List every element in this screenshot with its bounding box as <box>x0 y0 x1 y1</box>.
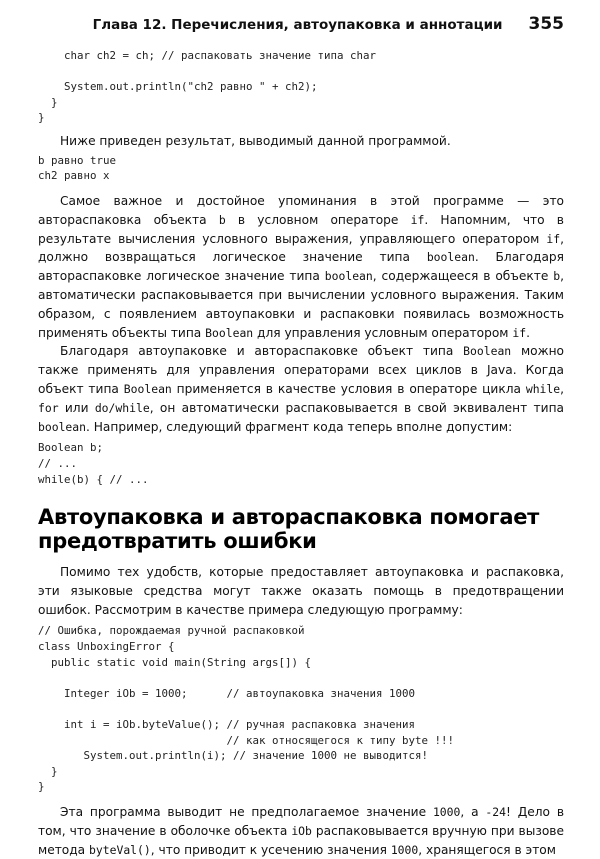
inline-code: boolean <box>38 419 87 434</box>
inline-code: 1000 <box>432 805 461 820</box>
inline-code: while <box>525 381 561 396</box>
paragraph-program-explanation: Эта программа выводит не предполагаемое значение 1000, а -24! Дело в том, что значение в оболочке объекта iOb распаковывается вручную при вызове метода byteVal(), что приводит к усечению значения 1000, хранящегося в этом <box>38 805 564 857</box>
code-listing-end-of-program: char ch2 = ch; // распаковать значение типа char System.out.println("ch2 равно " + ch2); } } <box>38 49 377 125</box>
inline-code: Boolean <box>205 325 254 340</box>
inline-code: do/while <box>94 400 150 415</box>
code-listing-boolean-loop: Boolean b; // ... while(b) { // ... <box>38 441 149 486</box>
inline-code: boolean <box>324 269 373 284</box>
inline-code: Boolean <box>123 381 172 396</box>
section-heading: Автоупаковка и автораспаковка помогает предотвратить ошибки <box>38 505 540 554</box>
paragraph-output-intro: Ниже приведен результат, выводимый данной программой. <box>60 133 451 148</box>
inline-code: iOb <box>291 823 312 838</box>
inline-code: boolean <box>426 250 475 265</box>
code-listing-unboxing-error: // Ошибка, порождаемая ручной распаковкой class UnboxingError { public static void main(String args[]) { Integer iOb = 1000; // автоупаковка значения 1000 int i = iOb.byteValue(); // ручная распаковка значения // как относящегося к типу byte !!! System.out.println(i); // значение 1000 не выводится! } } <box>38 624 455 794</box>
page-content <box>38 46 564 859</box>
inline-code: 1000 <box>390 842 419 857</box>
inline-code: b <box>553 269 561 284</box>
paragraph-autounboxing-if: Самое важное и достойное упоминания в этой программе — это автораспаковка объекта b в условном операторе if. Напомним, что в результате вычисления условного выражения, управляющего оператором if, должно возвращаться логическое значение типа boolean. Благодаря автораспаковке логическое значение типа boolean, содержащееся в объекте b, автоматически распаковывается при вычислении условного выражения. Таким образом, с появлением автоупаковки и распаковки появилась возможность применять объекты типа Boolean для управления условным оператором if. <box>38 193 564 340</box>
paragraph-autounboxing-loops: Благодаря автоупаковке и автораспаковке объект типа Boolean можно также применять для управления операторами всех циклов в Java. Когда объект типа Boolean применяется в качестве условия в операторе цикла while, for или do/while, он автоматически распаковывается в свой эквивалент типа boolean. Например, следующий фрагмент кода теперь вполне допустим: <box>38 344 565 434</box>
inline-code: if <box>546 231 561 246</box>
inline-code: for <box>38 400 59 415</box>
inline-code: b <box>218 212 226 227</box>
inline-code: if <box>512 325 527 340</box>
inline-code: -24 <box>485 805 506 820</box>
page-number: 355 <box>528 14 564 34</box>
inline-code: byteVal() <box>89 842 151 857</box>
inline-code: if <box>410 212 425 227</box>
chapter-title: Глава 12. Перечисления, автоупаковка и аннотации <box>92 17 503 33</box>
paragraph-error-prevention: Помимо тех удобств, которые предоставляет автоупаковка и распаковка, эти языковые средства могут также оказать помощь в предотвращении ошибок. Рассмотрим в качестве примера следующую программу: <box>38 565 564 617</box>
running-header <box>38 14 564 36</box>
inline-code: Boolean <box>463 344 512 359</box>
program-output: b равно true ch2 равно x <box>38 153 117 183</box>
